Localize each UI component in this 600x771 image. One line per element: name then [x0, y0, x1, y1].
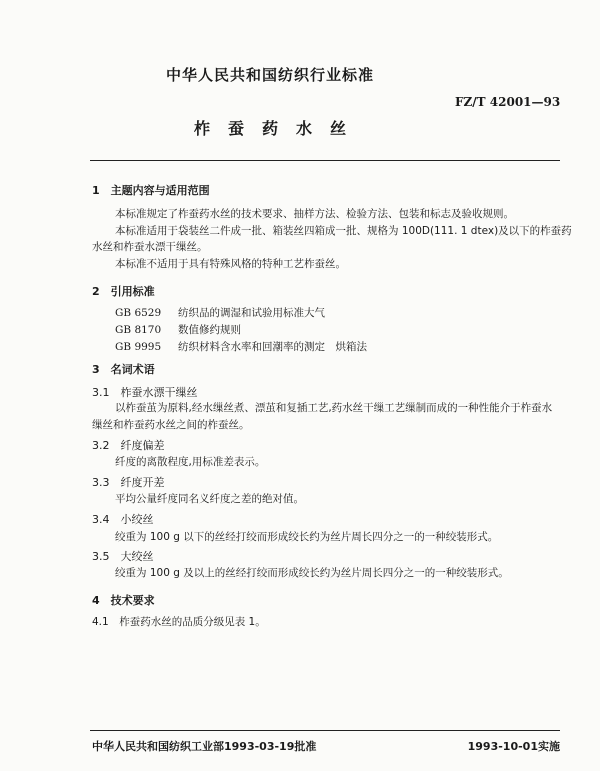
document-title: 柞蚕药水丝 — [193, 119, 364, 138]
section-1-paragraph-2-line-2: 水丝和柞蚕水漂干缫丝。 — [92, 241, 208, 253]
section-1-paragraph-2-line-1: 本标准适用于袋装丝二件成一批、箱装丝四箱成一批、规格为 100D(111. 1 dtex)及以下的柞蚕药 — [115, 225, 572, 237]
footer-divider — [90, 730, 560, 731]
reference-title: 纺织材料含水率和回潮率的测定 烘箱法 — [178, 341, 367, 353]
reference-title: 纺织品的调湿和试验用标准大气 — [178, 307, 325, 319]
term-3-1-label: 3.1 柞蚕水漂干缫丝 — [92, 386, 198, 399]
section-1-heading: 1 主题内容与适用范围 — [92, 184, 210, 197]
section-2-heading: 2 引用标准 — [92, 285, 155, 298]
header-divider — [90, 160, 560, 161]
approval-statement: 中华人民共和国纺织工业部1993-03-19批准 — [92, 740, 317, 753]
term-3-1-line-2: 缫丝和柞蚕药水丝之间的柞蚕丝。 — [92, 419, 250, 431]
term-3-2-label: 3.2 纤度偏差 — [92, 439, 165, 452]
reference-code: GB 6529 — [115, 307, 162, 319]
issuing-organization: 中华人民共和国纺织行业标准 — [165, 66, 374, 84]
effective-date: 1993-10-01实施 — [467, 740, 560, 753]
requirement-4-1: 4.1 柞蚕药水丝的品质分级见表 1。 — [92, 616, 266, 628]
section-1-paragraph-1: 本标准规定了柞蚕药水丝的技术要求、抽样方法、检验方法、包装和标志及验收规则。 — [115, 208, 514, 220]
section-4-heading: 4 技术要求 — [92, 594, 155, 607]
term-3-4-label: 3.4 小绞丝 — [92, 513, 154, 526]
reference-code: GB 9995 — [115, 341, 162, 353]
reference-code: GB 8170 — [115, 324, 162, 336]
term-3-5-label: 3.5 大绞丝 — [92, 550, 154, 563]
term-3-4-definition: 绞重为 100 g 以下的丝经打绞而形成绞长约为丝片周长四分之一的一种绞装形式。 — [115, 531, 499, 543]
standard-code: FZ/T 42001—93 — [455, 95, 561, 109]
section-1-paragraph-3: 本标准不适用于具有特殊风格的特种工艺柞蚕丝。 — [115, 258, 346, 270]
term-3-2-definition: 纤度的离散程度,用标准差表示。 — [115, 456, 266, 468]
reference-title: 数值修约规则 — [178, 324, 241, 336]
term-3-1-line-1: 以柞蚕茧为原料,经水缫丝煮、漂茧和复插工艺,药水丝干缫工艺缫制而成的一种性能介于柞蚕水 — [115, 402, 553, 414]
term-3-5-definition: 绞重为 100 g 及以上的丝经打绞而形成绞长约为丝片周长四分之一的一种绞装形式。 — [115, 567, 509, 579]
term-3-3-definition: 平均公量纤度同名义纤度之差的绝对值。 — [115, 493, 304, 505]
section-3-heading: 3 名词术语 — [92, 363, 155, 376]
term-3-3-label: 3.3 纤度开差 — [92, 476, 165, 489]
